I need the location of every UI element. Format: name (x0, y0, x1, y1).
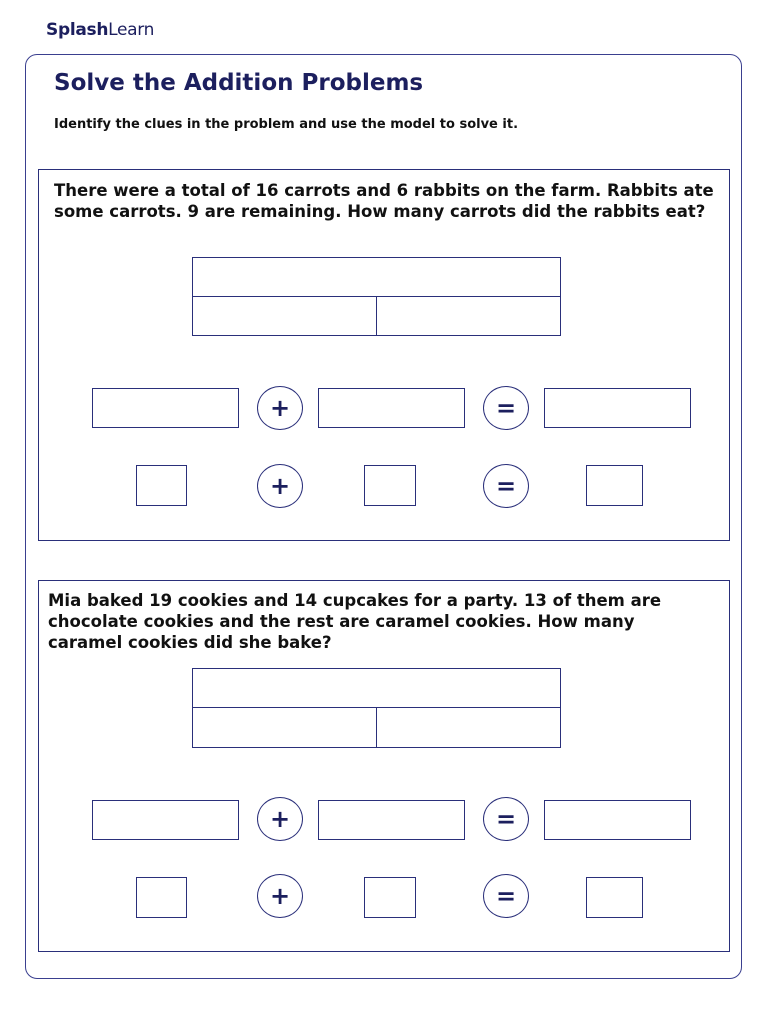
numeric-2-addend-1[interactable] (136, 877, 187, 918)
plus-sign-icon: + (257, 386, 303, 430)
equals-sign-icon: = (483, 464, 529, 508)
plus-sign-icon: + (257, 874, 303, 918)
problem-1-text: There were a total of 16 carrots and 6 rabbits on the farm. Rabbits ate some carrots. 9 are remaining. How many carrots did the rabbits eat? (54, 181, 714, 221)
equals-sign-icon: = (483, 874, 529, 918)
bar-model-part-a-1[interactable] (192, 296, 377, 336)
splashlearn-logo (46, 20, 154, 40)
equation-1-addend-2[interactable] (318, 388, 465, 428)
bar-model-whole-1[interactable] (192, 257, 561, 297)
bar-model-whole-2[interactable] (192, 668, 561, 708)
equation-2-addend-2[interactable] (318, 800, 465, 840)
numeric-2-addend-2[interactable] (364, 877, 416, 918)
equals-sign-icon: = (483, 797, 529, 841)
bar-model-part-b-2[interactable] (376, 707, 561, 748)
numeric-1-addend-1[interactable] (136, 465, 187, 506)
numeric-1-sum[interactable] (586, 465, 643, 506)
numeric-2-sum[interactable] (586, 877, 643, 918)
equation-2-sum[interactable] (544, 800, 691, 840)
problem-2-text: Mia baked 19 cookies and 14 cupcakes for a party. 13 of them are chocolate cookies and the rest are caramel cookies. How many caramel cookies did she bake? (48, 591, 662, 652)
plus-sign-icon: + (257, 464, 303, 508)
equation-2-addend-1[interactable] (92, 800, 239, 840)
instructions: Identify the clues in the problem and use the model to solve it. (54, 117, 519, 132)
bar-model-part-b-1[interactable] (376, 296, 561, 336)
logo-learn: Learn (108, 20, 155, 40)
plus-sign-icon: + (257, 797, 303, 841)
equation-1-sum[interactable] (544, 388, 691, 428)
equals-sign-icon: = (483, 386, 529, 430)
logo-splash: Splash (46, 20, 109, 40)
page-title: Solve the Addition Problems (54, 70, 424, 96)
numeric-1-addend-2[interactable] (364, 465, 416, 506)
bar-model-part-a-2[interactable] (192, 707, 377, 748)
equation-1-addend-1[interactable] (92, 388, 239, 428)
